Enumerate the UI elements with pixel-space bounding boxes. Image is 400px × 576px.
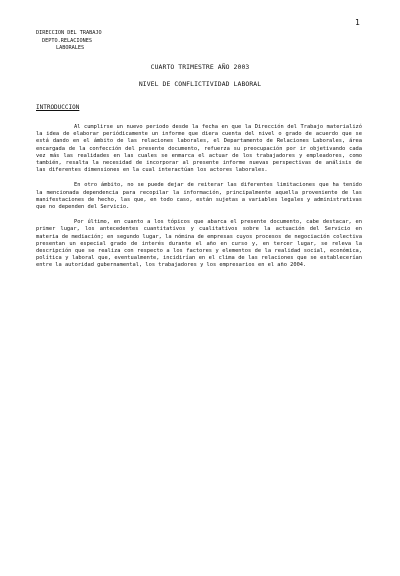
section-heading-introduction: INTRODUCCION xyxy=(36,104,80,111)
paragraph: En otro ámbito, no se puede dejar de reiterar las diferentes limitaciones que ha tenido la mencionada dependencia para recopilar la información, principalmente aquella proveniente de las manifestaciones de hecho, las que, en todo caso, están sujetas a variables legales y administrativas que no dependen del Servicio. xyxy=(36,182,362,211)
introduction-body xyxy=(36,124,362,278)
department-header xyxy=(36,30,102,53)
document-subtitle: NIVEL DE CONFLICTIVIDAD LABORAL xyxy=(138,80,262,88)
paragraph: Al cumplirse un nuevo periodo desde la fecha en que la Dirección del Trabajo materializó la idea de elaborar periódicamente un informe que diera cuenta del nivel o grado de acuerdo que se está dando en el ámbito de las relaciones laborales, el Departamento de Relaciones Laborales, área encargada de la confección del presente documento, refuerza su preocupación por ir objetivando cada vez más las realidades en las cuales se enmarca el actuar de los trabajadores y empleadores, como también, resalta la necesidad de incorporar al presente informe nuevas perspectivas de análisis de las diferentes dimensiones en la cual interactúan los actores laborales. xyxy=(36,124,362,174)
header-line-direction: DIRECCION DEL TRABAJO xyxy=(36,30,102,36)
page-number: 1 xyxy=(355,18,360,27)
paragraph: Por último, en cuanto a los tópicos que abarca el presente documento, cabe destacar, en primer lugar, los antecedentes cuantitativos y cualitativos sobre la actuación del Servicio en materia de mediación; en segundo lugar, la nómina de empresas cuyos procesos de negociación colectiva presentan un especial grado de interés durante el año en curso y, en tercer lugar, se releva la descripción que se realiza con respecto a los factores y elementos de la realidad social, económica, política y laboral que, eventualmente, incidirían en el clima de las relaciones que se establecerían entre la autoridad gubernamental, los trabajadores y los empresarios en el año 2004. xyxy=(36,219,362,269)
header-line-area: LABORALES xyxy=(56,45,85,52)
header-line-department: DEPTO.RELACIONES xyxy=(42,37,92,44)
document-title: CUARTO TRIMESTRE AÑO 2003 xyxy=(150,63,250,71)
